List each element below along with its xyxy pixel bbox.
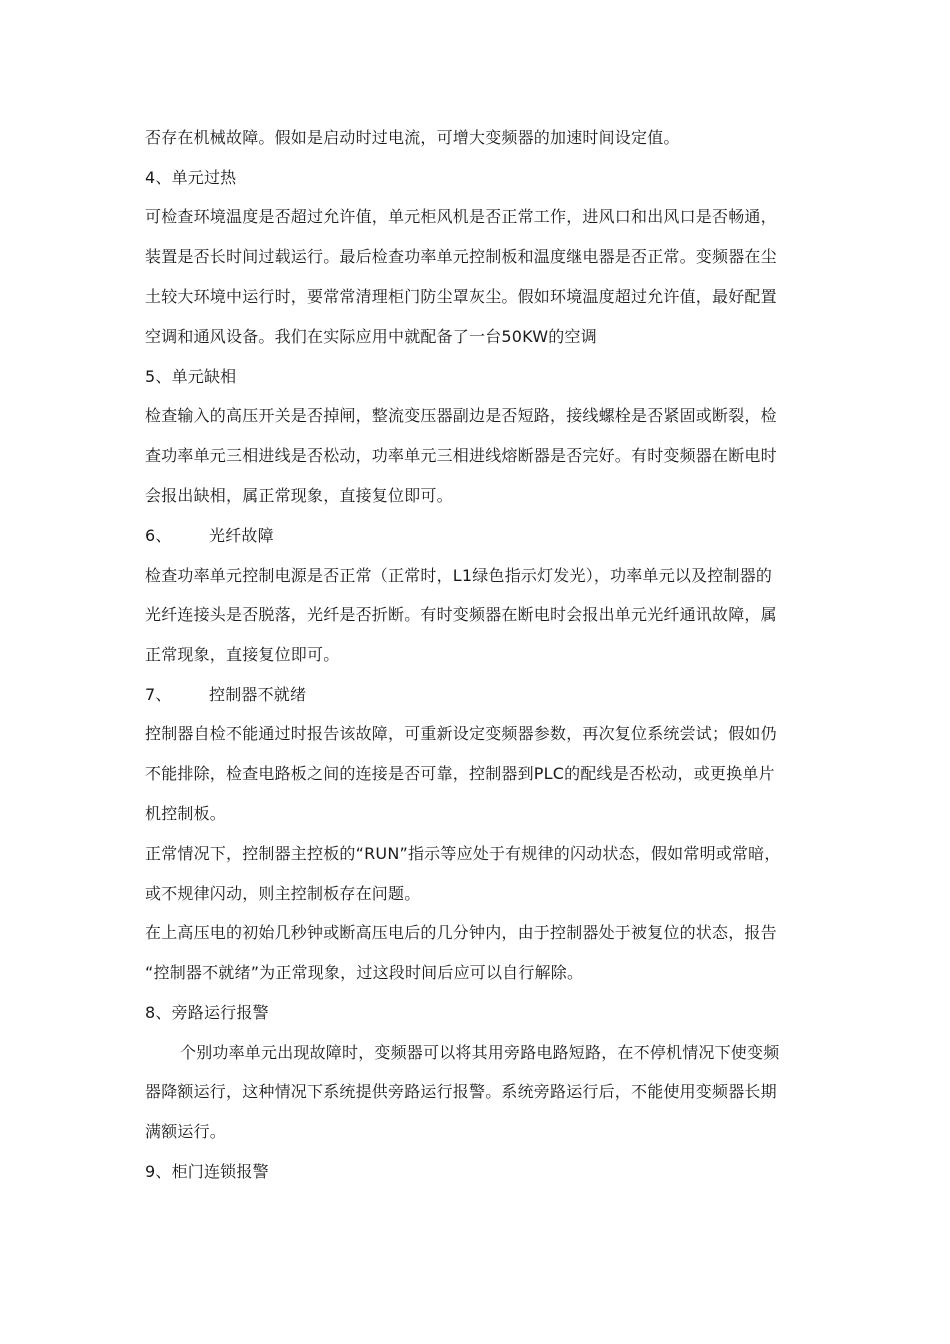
paragraph-line: 器降额运行，这种情况下系统提供旁路运行报警。系统旁路运行后，不能使用变频器长期 [145, 1082, 777, 1101]
paragraph-line: 会报出缺相，属正常现象，直接复位即可。 [145, 486, 453, 505]
paragraph-line: 或不规律闪动，则主控制板存在问题。 [145, 884, 421, 903]
paragraph-line: 可检查环境温度是否超过允许值，单元柜风机是否正常工作，进风口和出风口是否畅通， [145, 207, 777, 226]
section-heading-8: 8、旁路运行报警 [145, 1003, 269, 1022]
paragraph-line: 满额运行。 [145, 1122, 227, 1141]
section-title: 控制器不就绪 [209, 685, 307, 704]
paragraph-line: 机控制板。 [145, 804, 227, 823]
section-number: 6、 [145, 526, 172, 545]
section-title: 光纤故障 [209, 526, 274, 545]
section-number: 7、 [145, 685, 172, 704]
paragraph-line: 在上高压电的初始几秒钟或断高压电后的几分钟内，由于控制器处于被复位的状态，报告 [145, 923, 777, 942]
paragraph-line: 检查输入的高压开关是否掉闸，整流变压器副边是否短路，接线螺栓是否紧固或断裂，检 [145, 406, 777, 425]
paragraph-line: 个别功率单元出现故障时，变频器可以将其用旁路电路短路，在不停机情况下使变频 [180, 1043, 780, 1062]
paragraph-line: “控制器不就绪”为正常现象，过这段时间后应可以自行解除。 [145, 963, 584, 982]
paragraph-line: 查功率单元三相进线是否松动，功率单元三相进线熔断器是否完好。有时变频器在断电时 [145, 446, 777, 465]
paragraph-line: 装置是否长时间过载运行。最后检查功率单元控制板和温度继电器是否正常。变频器在尘 [145, 247, 777, 266]
paragraph-line: 否存在机械故障。假如是启动时过电流，可增大变频器的加速时间设定值。 [145, 128, 680, 147]
paragraph-line: 正常情况下，控制器主控板的“RUN”指示等应处于有规律的闪动状态，假如常明或常暗， [145, 844, 781, 863]
paragraph-line: 检查功率单元控制电源是否正常（正常时，L1绿色指示灯发光），功率单元以及控制器的 [145, 566, 773, 585]
paragraph-line: 光纤连接头是否脱落，光纤是否折断。有时变频器在断电时会报出单元光纤通讯故障，属 [145, 605, 777, 624]
paragraph-line: 空调和通风设备。我们在实际应用中就配备了一台50KW的空调 [145, 327, 597, 346]
section-heading-6 [145, 526, 815, 546]
section-heading-7 [145, 685, 815, 705]
paragraph-line: 不能排除，检查电路板之间的连接是否可靠，控制器到PLC的配线是否松动，或更换单片 [145, 764, 775, 783]
section-heading-4: 4、单元过热 [145, 168, 237, 187]
section-heading-5: 5、单元缺相 [145, 367, 237, 386]
paragraph-line: 土较大环境中运行时，要常常清理柜门防尘罩灰尘。假如环境温度超过允许值，最好配置 [145, 287, 777, 306]
paragraph-line: 正常现象，直接复位即可。 [145, 645, 340, 664]
section-heading-9: 9、柜门连锁报警 [145, 1162, 269, 1181]
paragraph-line: 控制器自检不能通过时报告该故障，可重新设定变频器参数，再次复位系统尝试；假如仍 [145, 724, 777, 743]
